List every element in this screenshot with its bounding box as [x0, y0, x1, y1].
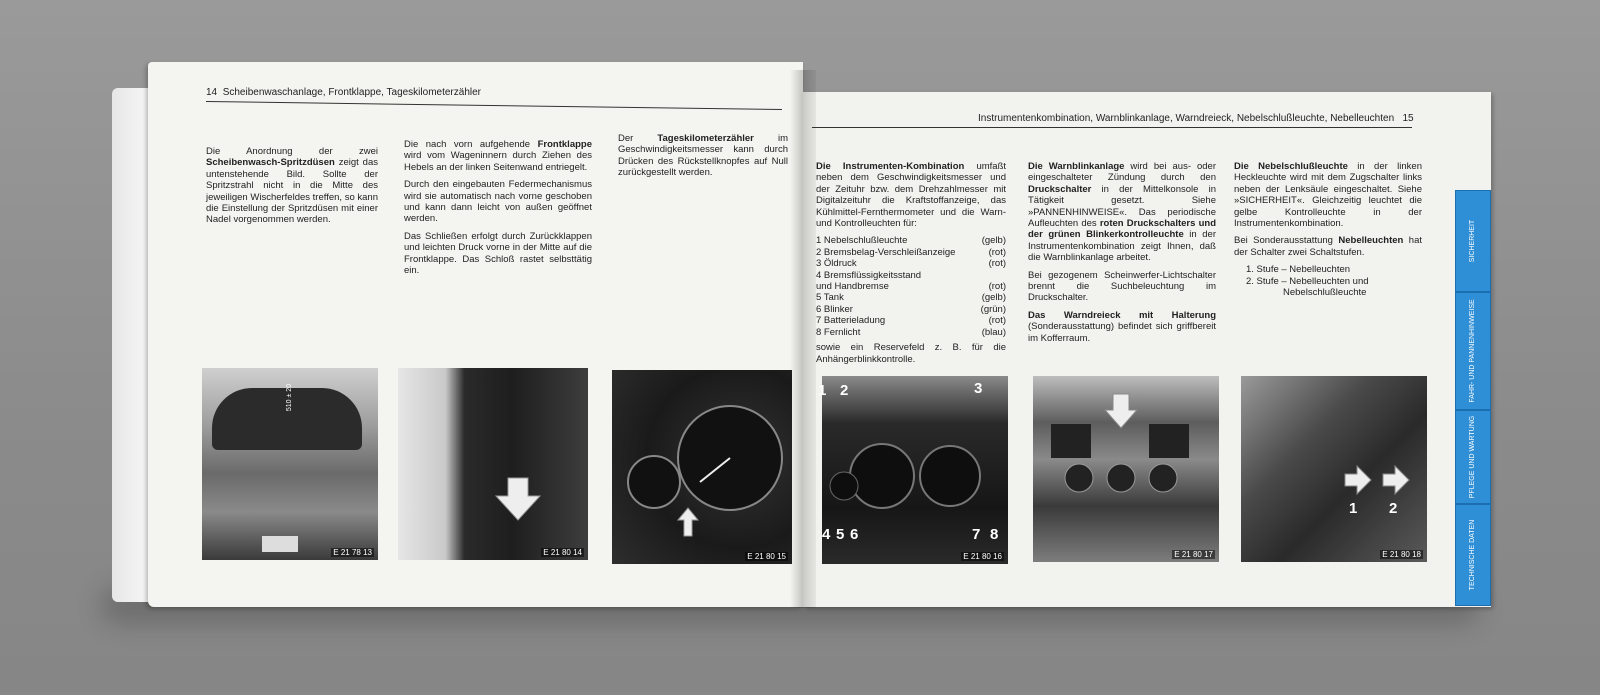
- callout-2: 2: [1389, 500, 1398, 517]
- warning-light-list: [816, 235, 1006, 338]
- photo-code: E 21 80 15: [747, 552, 786, 561]
- down-arrow-icon: [398, 368, 588, 560]
- callout-1: 1: [1349, 500, 1358, 517]
- right-col-2: Die Warnblinkanlage wird bei aus- oder eingeschalteter Zündung durch den Druckschalter in der Mittelkonsole in Tätigkeit gesetzt. Siehe »PANNENHINWEISE«. Das periodische Aufleuchten des roten Druckschalters und der grünen Blinkerkontrolleuchte in der Instrumentenkombination zeigt Ihnen, daß die Warnblinkanlage arbeitet. Bei gezogenem Scheinwerfer-Lichtschalter brennt die Suchbeleuchtung im Druckschalter. Das Warndreieck mit Halterung (Sonderausstattung) befindet sich griffbereit im Kofferraum.: [1028, 161, 1216, 344]
- grille-shape: [262, 536, 298, 552]
- tab-sicherheit: SICHERHEIT: [1455, 190, 1491, 292]
- callout-5: 5: [836, 526, 845, 543]
- tab-technische-daten: TECHNISCHE DATEN: [1455, 504, 1491, 606]
- left-col-1: Die Anordnung der zwei Scheibenwasch-Spritzdüsen zeigt das untenstehende Bild. Sollte der Spritzstrahl nicht in die Mitte des jeweiligen Wischerfeldes treffen, so kann die Einstellung der Spritzdüsen mit einer Nadel vorgenommen werden.: [206, 146, 378, 226]
- list-item: 3 Öldruck (rot): [816, 258, 1006, 270]
- callout-1: 1: [818, 382, 827, 399]
- list-item: und Handbremse (rot): [816, 281, 1006, 293]
- callout-2: 2: [840, 382, 849, 399]
- list-item: 1 Nebelschlußleuchte (gelb): [816, 235, 1006, 247]
- tab-fahr-pannenhinweise: FAHR- UND PANNENHINWEISE: [1455, 292, 1491, 410]
- tab-pflege-wartung: PFLEGE UND WARTUNG: [1455, 410, 1491, 504]
- nozzle-measure: 510 ± 20: [286, 383, 294, 412]
- photo-code: E 21 80 14: [543, 548, 582, 557]
- photo-code: E 21 80 17: [1174, 550, 1213, 559]
- list-item: 2 Bremsbelag-Verschleißanzeige (rot): [816, 246, 1006, 258]
- list-item: 4 Bremsflüssigkeitsstand: [816, 269, 922, 281]
- left-col-3: Der Tageskilometerzähler im Geschwindigkeitsmesser kann durch Drücken des Rückstellknopfes auf Null zurückgestellt werden.: [618, 133, 788, 179]
- list-item: 6 Blinker (grün): [816, 303, 1006, 315]
- right-arrow-icon: [1241, 376, 1427, 562]
- up-arrow-icon: [678, 508, 698, 536]
- right-col-3: Die Nebelschlußleuchte in der linken Heckleuchte wird mit dem Zugschalter links neben der Lenksäule eingeschaltet. Siehe »SICHERHEIT«. Gleichzeitig leuchtet die gelbe Kontrolleuchte in der Instrumentenkombination. Bei Sonderausstattung Nebelleuchten hat der Schalter zwei Schaltstufen. 1. Stufe – Nebelleuchten 2. Stufe – Nebelleuchten und Nebelschlußleuchte: [1234, 161, 1422, 299]
- instrument-cluster-photo: [818, 376, 1008, 564]
- fog-light-switch-photo: [1241, 376, 1427, 562]
- left-page-title: Scheibenwaschanlage, Frontklappe, Tageskilometerzähler: [222, 87, 481, 98]
- list-item: 7 Batterieladung (rot): [816, 315, 1006, 327]
- list-item: 5 Tank (gelb): [816, 292, 1006, 304]
- right-header-rule: [812, 127, 1412, 128]
- callout-7: 7: [972, 526, 981, 543]
- photo-code: E 21 80 16: [963, 552, 1002, 561]
- windshield-photo: [202, 368, 378, 560]
- left-page-header: [206, 87, 481, 98]
- callout-4: 4: [822, 526, 831, 543]
- speedometer-gauge: [612, 370, 792, 564]
- console-vents: [1033, 376, 1219, 562]
- right-page-number: 15: [1402, 113, 1414, 124]
- right-col-1: Die Instrumenten-Kombination umfaßt neben dem Geschwindigkeitsmesser und der Zeituhr bzw. dem Drehzahlmesser mit Digitalzeituhr die Kraftstoffanzeige, das Kühlmittel-Fernthermometer und die Warn- und Kontrolleuchten für: 1 Nebelschlußleuchte (gelb) 2 Bremsbelag-Verschleißanzeige (rot) 3 Öldruck (rot) 4 Bremsflüssigkeitsstand und Handbremse (rot) 5 Tank (gelb) 6 Blinker (grün) 7 Batterieladung (rot) 8 Fernlicht (blau) sowie ein Reservefeld z. B. für die Anhängerblinkkontrolle.: [816, 161, 1007, 365]
- callout-3: 3: [974, 380, 983, 397]
- photo-code: E 21 80 18: [1382, 550, 1421, 559]
- book-gutter: [790, 70, 816, 608]
- odometer-photo: [612, 370, 792, 564]
- list-item: 8 Fernlicht (blau): [816, 326, 1006, 338]
- left-page-number: 14: [206, 87, 218, 98]
- left-col-2: Die nach vorn aufgehende Frontklappe wird vom Wageninnern durch Ziehen des Hebels an der linken Seitenwand entriegelt. Durch den eingebauten Federmechanismus wird sie automatisch nach vorne geschoben und kann dann leicht von außen geöffnet werden. Das Schließen erfolgt durch Zurückklappen und leichten Druck vorne in der Mitte auf die Frontklappe. Das Schloß rastet selbsttätig ein.: [404, 139, 592, 277]
- callout-8: 8: [990, 526, 999, 543]
- switch-stages: 1. Stufe – Nebelleuchten 2. Stufe – Nebelleuchten und Nebelschlußleuchte: [1246, 264, 1369, 299]
- right-page-title: Instrumentenkombination, Warnblinkanlage, Warndreieck, Nebelschlußleuchte, Nebelleuchten: [978, 113, 1395, 124]
- right-page-header: [978, 113, 1414, 124]
- hood-release-photo: [398, 368, 588, 560]
- photo-code: E 21 78 13: [333, 548, 372, 557]
- callout-6: 6: [850, 526, 859, 543]
- down-arrow-icon: [1105, 394, 1137, 428]
- hazard-switch-photo: [1033, 376, 1219, 562]
